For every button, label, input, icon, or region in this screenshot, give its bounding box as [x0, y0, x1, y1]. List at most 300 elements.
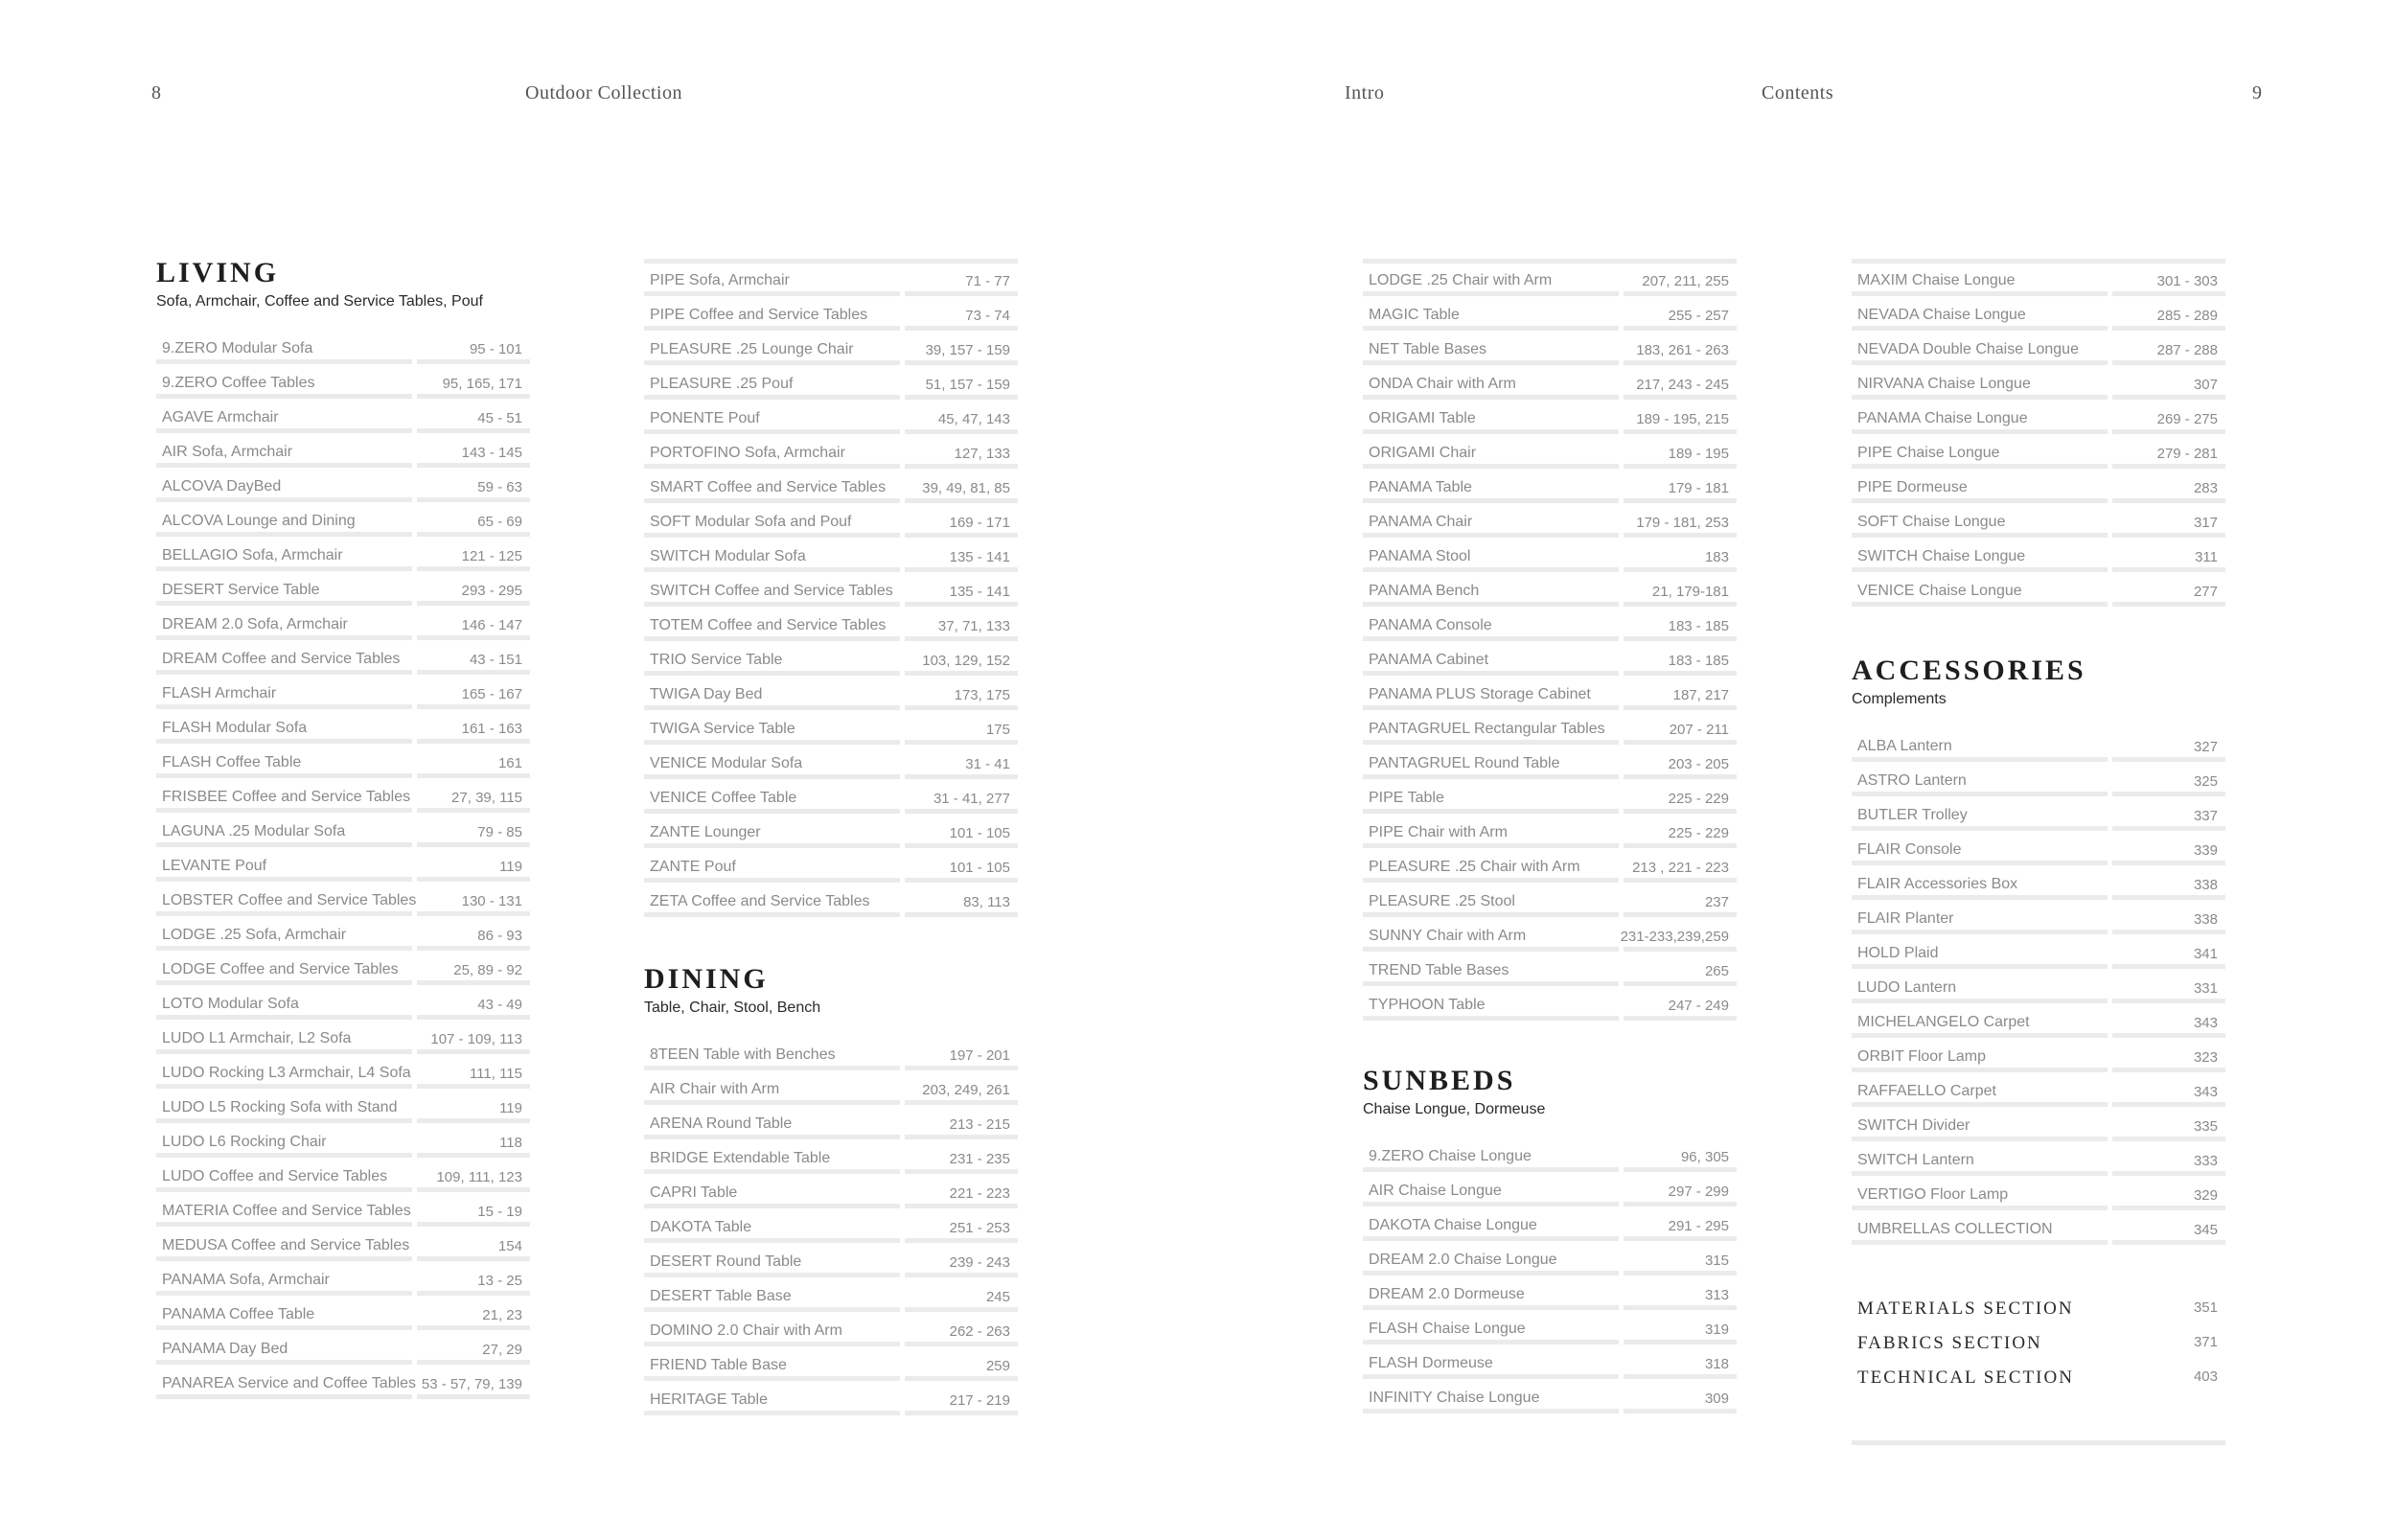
section-title-dining: DINING [644, 963, 769, 995]
bottom-rule [1852, 1440, 2225, 1445]
living-list [156, 332, 530, 1401]
entry-rule-left [156, 1084, 412, 1089]
entry-rule-right [417, 1222, 530, 1227]
entry-rule-left [644, 774, 900, 779]
entry-rule-right [1624, 567, 1737, 572]
entry-rule-left [644, 912, 900, 917]
index-entry [1363, 1277, 1737, 1312]
entry-rule-left [1852, 930, 2108, 934]
entry-pages: 119 [499, 859, 522, 875]
entry-name: PANAMA PLUS Storage Cabinet [1369, 686, 1591, 702]
entry-rule-right [2112, 861, 2225, 865]
entry-name: AIR Chair with Arm [650, 1081, 780, 1097]
entry-name: PANAMA Coffee Table [162, 1306, 315, 1322]
entry-name: PIPE Coffee and Service Tables [650, 307, 868, 323]
entry-pages: 262 - 263 [949, 1323, 1010, 1340]
entry-name: FLAIR Console [1857, 841, 1962, 858]
entry-pages: 207 - 211 [1669, 722, 1729, 738]
sunbeds-cont-list [1852, 264, 2225, 609]
entry-rule-left [1363, 1167, 1619, 1172]
entry-rule-right [2112, 360, 2225, 365]
entry-name: HERITAGE Table [650, 1391, 769, 1408]
entry-pages: 327 [2193, 739, 2218, 755]
entry-rule-left [1852, 1171, 2108, 1176]
index-entry [644, 1038, 1018, 1072]
index-entry [156, 815, 530, 849]
entry-rule-right [1624, 395, 1737, 400]
entry-pages: 165 - 167 [461, 686, 522, 702]
index-entry [1363, 678, 1737, 712]
entry-rule-right [2112, 429, 2225, 434]
entry-name: LUDO Coffee and Service Tables [162, 1168, 388, 1184]
entry-pages: 127, 133 [954, 446, 1010, 462]
entry-name: DAKOTA Chaise Longue [1369, 1217, 1537, 1233]
entry-name: CAPRI Table [650, 1184, 738, 1201]
entry-name: TWIGA Service Table [650, 721, 795, 737]
entry-rule-left [644, 1169, 900, 1174]
index-entry [1852, 1178, 2225, 1212]
index-entry [644, 333, 1018, 367]
entry-rule-left [1852, 567, 2108, 572]
entry-pages: 43 - 49 [477, 997, 522, 1013]
entry-name: ORBIT Floor Lamp [1857, 1048, 1986, 1065]
entry-name: SUNNY Chair with Arm [1369, 928, 1527, 944]
entry-pages: 103, 129, 152 [922, 653, 1010, 669]
index-entry [644, 1072, 1018, 1107]
entry-pages: 21, 179-181 [1651, 584, 1729, 600]
index-entry [156, 539, 530, 573]
entry-rule-right [905, 429, 1018, 434]
entry-rule-right [417, 773, 530, 778]
entry-rule-left [156, 1325, 412, 1330]
entry-rule-right [417, 566, 530, 571]
entry-pages: 27, 29 [482, 1342, 522, 1358]
entry-pages: 307 [2193, 377, 2218, 393]
entry-pages: 325 [2193, 773, 2218, 790]
entry-rule-right [2112, 1206, 2225, 1210]
index-entry [1852, 436, 2225, 471]
index-entry [1363, 643, 1737, 678]
entry-name: DREAM Coffee and Service Tables [162, 651, 401, 667]
entry-name: FLASH Coffee Table [162, 754, 302, 770]
entry-rule-left [644, 740, 900, 745]
entry-rule-right [417, 1049, 530, 1054]
entry-rule-right [417, 1153, 530, 1158]
entry-pages: 21, 23 [482, 1307, 522, 1323]
entry-name: MAXIM Chaise Longue [1857, 272, 2016, 288]
entry-name: SOFT Chaise Longue [1857, 514, 2006, 530]
index-entry [1852, 936, 2225, 971]
entry-name: LODGE .25 Chair with Arm [1369, 272, 1553, 288]
entry-name: NIRVANA Chaise Longue [1857, 376, 2031, 392]
index-entry [644, 1141, 1018, 1176]
entry-rule-left [1852, 999, 2108, 1003]
entry-rule-right [905, 636, 1018, 641]
entry-rule-left [644, 1307, 900, 1312]
entry-rule-left [1363, 947, 1619, 952]
entry-rule-left [1363, 740, 1619, 745]
entry-rule-right [2112, 1068, 2225, 1072]
entry-pages: 189 - 195 [1668, 446, 1729, 462]
index-entry [156, 1125, 530, 1160]
index-entry [156, 1263, 530, 1298]
index-entry [1852, 867, 2225, 902]
entry-rule-right [1624, 360, 1737, 365]
section-link [1852, 1325, 2225, 1360]
entry-rule-left [1852, 498, 2108, 503]
index-entry [156, 1194, 530, 1229]
entry-name: PIPE Table [1369, 790, 1444, 806]
entry-rule-left [156, 463, 412, 468]
entry-rule-left [156, 1015, 412, 1020]
entry-pages: 83, 113 [963, 894, 1010, 910]
entry-pages: 343 [2193, 1084, 2218, 1100]
entry-name: PLEASURE .25 Lounge Chair [650, 341, 854, 357]
entry-rule-right [1624, 1340, 1737, 1345]
entry-rule-right [2112, 1137, 2225, 1141]
entry-rule-left [644, 878, 900, 883]
entry-name: FLASH Dormeuse [1369, 1355, 1493, 1371]
entry-pages: 96, 305 [1680, 1149, 1729, 1165]
index-entry [644, 1176, 1018, 1210]
index-entry [1363, 505, 1737, 540]
entry-name: MEDUSA Coffee and Service Tables [162, 1237, 410, 1253]
entry-name: ONDA Chair with Arm [1369, 376, 1516, 392]
entry-pages: 13 - 25 [477, 1273, 522, 1289]
entry-pages: 161 - 163 [461, 721, 522, 737]
entry-rule-left [1363, 774, 1619, 779]
index-entry [644, 367, 1018, 402]
entry-name: AIR Chaise Longue [1369, 1183, 1502, 1199]
index-entry [1363, 1174, 1737, 1208]
entry-pages: 341 [2193, 946, 2218, 962]
entry-rule-left [644, 291, 900, 296]
entry-pages: 285 - 289 [2156, 308, 2218, 324]
index-entry [1363, 1208, 1737, 1243]
entry-name: PANAREA Service and Coffee Tables [162, 1375, 417, 1391]
entry-rule-right [2112, 1171, 2225, 1176]
entry-rule-left [644, 533, 900, 538]
entry-rule-left [156, 773, 412, 778]
entry-pages: 309 [1704, 1391, 1729, 1407]
index-entry [1363, 988, 1737, 1023]
entry-name: SWITCH Chaise Longue [1857, 548, 2026, 564]
entry-rule-right [1624, 1167, 1737, 1172]
entry-pages: 255 - 257 [1668, 308, 1729, 324]
entry-name: ORIGAMI Chair [1369, 445, 1477, 461]
index-entry [1852, 367, 2225, 402]
entry-rule-right [2112, 533, 2225, 538]
entry-rule-right [417, 1291, 530, 1296]
entry-rule-right [905, 567, 1018, 572]
entry-name: PIPE Chair with Arm [1369, 824, 1508, 840]
entry-pages: 323 [2193, 1049, 2218, 1066]
index-entry [156, 504, 530, 539]
entry-name: FLASH Chaise Longue [1369, 1321, 1526, 1337]
entry-rule-left [644, 1135, 900, 1139]
entry-rule-right [417, 497, 530, 502]
section-link-name: TECHNICAL SECTION [1857, 1368, 2074, 1388]
entry-name: TREND Table Bases [1369, 962, 1509, 978]
entry-pages: 143 - 145 [461, 445, 522, 461]
entry-name: FRISBEE Coffee and Service Tables [162, 789, 411, 805]
entry-name: LUDO Lantern [1857, 979, 1957, 996]
entry-pages: 109, 111, 123 [436, 1169, 522, 1185]
entry-rule-left [1363, 567, 1619, 572]
index-entry [156, 677, 530, 711]
entry-pages: 31 - 41 [965, 756, 1010, 772]
entry-rule-right [417, 1015, 530, 1020]
entry-pages: 283 [2193, 480, 2218, 496]
entry-rule-left [644, 395, 900, 400]
entry-rule-right [417, 911, 530, 916]
entry-pages: 217 - 219 [949, 1392, 1010, 1409]
entry-pages: 53 - 57, 79, 139 [421, 1376, 522, 1392]
entry-pages: 343 [2193, 1015, 2218, 1031]
entry-rule-left [644, 567, 900, 572]
entry-rule-left [156, 704, 412, 709]
entry-rule-left [1852, 1068, 2108, 1072]
index-entry [644, 505, 1018, 540]
entry-name: LEVANTE Pouf [162, 858, 267, 874]
entry-rule-left [1363, 1305, 1619, 1310]
entry-rule-left [156, 1049, 412, 1054]
index-entry [1363, 402, 1737, 436]
entry-name: TWIGA Day Bed [650, 686, 763, 702]
entry-name: AIR Sofa, Armchair [162, 444, 293, 460]
index-entry [1363, 298, 1737, 333]
index-entry [644, 643, 1018, 678]
entry-rule-right [417, 394, 530, 399]
index-entry [1852, 471, 2225, 505]
index-entry [156, 1160, 530, 1194]
entry-rule-right [905, 360, 1018, 365]
entry-rule-right [1624, 1409, 1737, 1414]
entry-pages: 59 - 63 [477, 479, 522, 495]
entry-name: NEVADA Double Chaise Longue [1857, 341, 2079, 357]
entry-name: PONENTE Pouf [650, 410, 760, 426]
entry-rule-right [2112, 792, 2225, 796]
section-title-living: LIVING [156, 257, 280, 288]
index-entry [156, 1091, 530, 1125]
entry-rule-right [1624, 1236, 1737, 1241]
entry-pages: 313 [1704, 1287, 1729, 1303]
entry-rule-left [1363, 602, 1619, 607]
entry-rule-right [905, 1169, 1018, 1174]
entry-pages: 337 [2193, 808, 2218, 824]
section-title-accessories: ACCESSORIES [1852, 655, 2086, 686]
entry-pages: 95, 165, 171 [442, 376, 522, 392]
entry-name: 9.ZERO Coffee Tables [162, 375, 315, 391]
entry-rule-right [2112, 567, 2225, 572]
entry-rule-left [1363, 912, 1619, 917]
index-entry [1852, 574, 2225, 609]
index-entry [1852, 264, 2225, 298]
entry-name: RAFFAELLO Carpet [1857, 1083, 1996, 1099]
entry-name: LUDO L6 Rocking Chair [162, 1134, 327, 1150]
index-entry [1852, 1040, 2225, 1074]
entry-rule-left [156, 394, 412, 399]
entry-name: PLEASURE .25 Pouf [650, 376, 794, 392]
entry-name: SWITCH Modular Sofa [650, 548, 806, 564]
entry-rule-left [644, 843, 900, 848]
entry-rule-right [1624, 774, 1737, 779]
entry-rule-left [1363, 464, 1619, 469]
entry-pages: 37, 71, 133 [937, 618, 1010, 634]
entry-rule-right [1624, 498, 1737, 503]
entry-rule-right [2112, 930, 2225, 934]
entry-rule-right [417, 946, 530, 951]
section-link-name: FABRICS SECTION [1857, 1333, 2042, 1353]
entry-rule-left [1852, 360, 2108, 365]
contents-label: Contents [1762, 82, 1834, 103]
entry-pages: 15 - 19 [477, 1204, 522, 1220]
entry-rule-left [156, 1256, 412, 1261]
entry-name: TYPHOON Table [1369, 997, 1486, 1013]
entry-rule-left [1852, 602, 2108, 607]
index-entry [156, 1298, 530, 1332]
entry-rule-left [1363, 360, 1619, 365]
entry-pages: 173, 175 [954, 687, 1010, 703]
index-entry [1363, 1243, 1737, 1277]
index-entry [644, 402, 1018, 436]
entry-rule-left [156, 1360, 412, 1365]
index-entry [644, 1348, 1018, 1383]
entry-pages: 311 [2195, 549, 2218, 565]
entry-rule-left [1363, 705, 1619, 710]
entry-name: FRIEND Table Base [650, 1357, 787, 1373]
index-entry [1363, 609, 1737, 643]
entry-rule-left [644, 671, 900, 676]
entry-name: DREAM 2.0 Dormeuse [1369, 1286, 1525, 1302]
left-page-title: Outdoor Collection [525, 82, 682, 103]
entry-rule-left [156, 842, 412, 847]
entry-rule-left [644, 1204, 900, 1208]
entry-rule-right [417, 1187, 530, 1192]
entry-pages: 338 [2193, 911, 2218, 928]
entry-pages: 247 - 249 [1668, 998, 1729, 1014]
entry-rule-left [1852, 895, 2108, 900]
entry-rule-left [156, 1222, 412, 1227]
entry-name: DESERT Table Base [650, 1288, 792, 1304]
entry-name: LOTO Modular Sofa [162, 996, 299, 1012]
entry-pages: 101 - 105 [949, 825, 1010, 841]
entry-rule-right [905, 498, 1018, 503]
entry-rule-right [1624, 671, 1737, 676]
index-entry [644, 712, 1018, 747]
section-link-pages: 403 [2193, 1368, 2218, 1385]
entry-pages: 279 - 281 [2156, 446, 2218, 462]
entry-pages: 121 - 125 [461, 548, 522, 564]
entry-rule-left [1852, 1206, 2108, 1210]
index-entry [1363, 574, 1737, 609]
entry-rule-right [1624, 843, 1737, 848]
entry-pages: 297 - 299 [1668, 1184, 1729, 1200]
index-entry [156, 573, 530, 608]
entry-rule-right [905, 1135, 1018, 1139]
entry-rule-left [156, 1153, 412, 1158]
entry-rule-left [1363, 1340, 1619, 1345]
entry-name: NET Table Bases [1369, 341, 1487, 357]
index-entry [156, 608, 530, 642]
entry-pages: 345 [2193, 1222, 2218, 1238]
index-entry [1852, 729, 2225, 764]
entry-rule-right [417, 359, 530, 364]
entry-name: FLAIR Accessories Box [1857, 876, 2018, 892]
entry-rule-right [2112, 498, 2225, 503]
entry-name: ALBA Lantern [1857, 738, 1952, 754]
entry-rule-left [1363, 809, 1619, 814]
section-link [1852, 1360, 2225, 1394]
entry-rule-left [1852, 464, 2108, 469]
entry-name: TOTEM Coffee and Service Tables [650, 617, 887, 633]
entry-rule-right [1624, 981, 1737, 986]
entry-rule-left [156, 428, 412, 433]
entry-rule-right [417, 1394, 530, 1399]
entry-rule-left [1363, 636, 1619, 641]
entry-pages: 225 - 229 [1668, 791, 1729, 807]
sunbeds-list [1363, 1139, 1737, 1415]
entry-rule-right [905, 1066, 1018, 1070]
index-entry [156, 401, 530, 435]
entry-name: PANTAGRUEL Rectangular Tables [1369, 721, 1605, 737]
entry-name: DESERT Round Table [650, 1253, 802, 1270]
section-link-pages: 351 [2193, 1299, 2218, 1316]
entry-rule-left [1363, 1202, 1619, 1207]
index-entry [1363, 1139, 1737, 1174]
entry-rule-right [905, 912, 1018, 917]
entry-pages: 239 - 243 [949, 1254, 1010, 1271]
entry-rule-right [1624, 636, 1737, 641]
entry-pages: 331 [2193, 980, 2218, 997]
entry-rule-left [1852, 326, 2108, 331]
index-entry [1852, 1074, 2225, 1109]
entry-pages: 25, 89 - 92 [453, 962, 522, 978]
column-1 [156, 257, 530, 1401]
entry-name: LUDO Rocking L3 Armchair, L4 Sofa [162, 1065, 411, 1081]
entry-pages: 31 - 41, 277 [933, 791, 1010, 807]
index-entry [156, 918, 530, 953]
entry-pages: 213 , 221 - 223 [1632, 860, 1729, 876]
index-entry [644, 1107, 1018, 1141]
section-links [1852, 1291, 2225, 1394]
entry-pages: 338 [2193, 877, 2218, 893]
entry-rule-left [156, 601, 412, 606]
entry-rule-left [1363, 1374, 1619, 1379]
index-entry [156, 332, 530, 366]
entry-pages: 291 - 295 [1668, 1218, 1729, 1234]
entry-name: DREAM 2.0 Sofa, Armchair [162, 616, 348, 632]
index-entry [156, 953, 530, 987]
entry-rule-left [1852, 1033, 2108, 1038]
entry-name: UMBRELLAS COLLECTION [1857, 1221, 2053, 1237]
entry-pages: 339 [2193, 842, 2218, 859]
entry-rule-right [905, 464, 1018, 469]
index-entry [156, 470, 530, 504]
entry-rule-left [1363, 429, 1619, 434]
entry-rule-right [905, 602, 1018, 607]
section-subtitle-dining: Table, Chair, Stool, Bench [644, 1000, 821, 1016]
entry-pages: 319 [1704, 1322, 1729, 1338]
entry-name: DAKOTA Table [650, 1219, 752, 1235]
section-subtitle-accessories: Complements [1852, 691, 1947, 707]
entry-pages: 287 - 288 [2156, 342, 2218, 358]
entry-rule-left [1363, 843, 1619, 848]
entry-rule-left [156, 739, 412, 744]
entry-rule-left [156, 670, 412, 675]
entry-rule-left [1852, 1240, 2108, 1245]
entry-rule-left [156, 532, 412, 537]
